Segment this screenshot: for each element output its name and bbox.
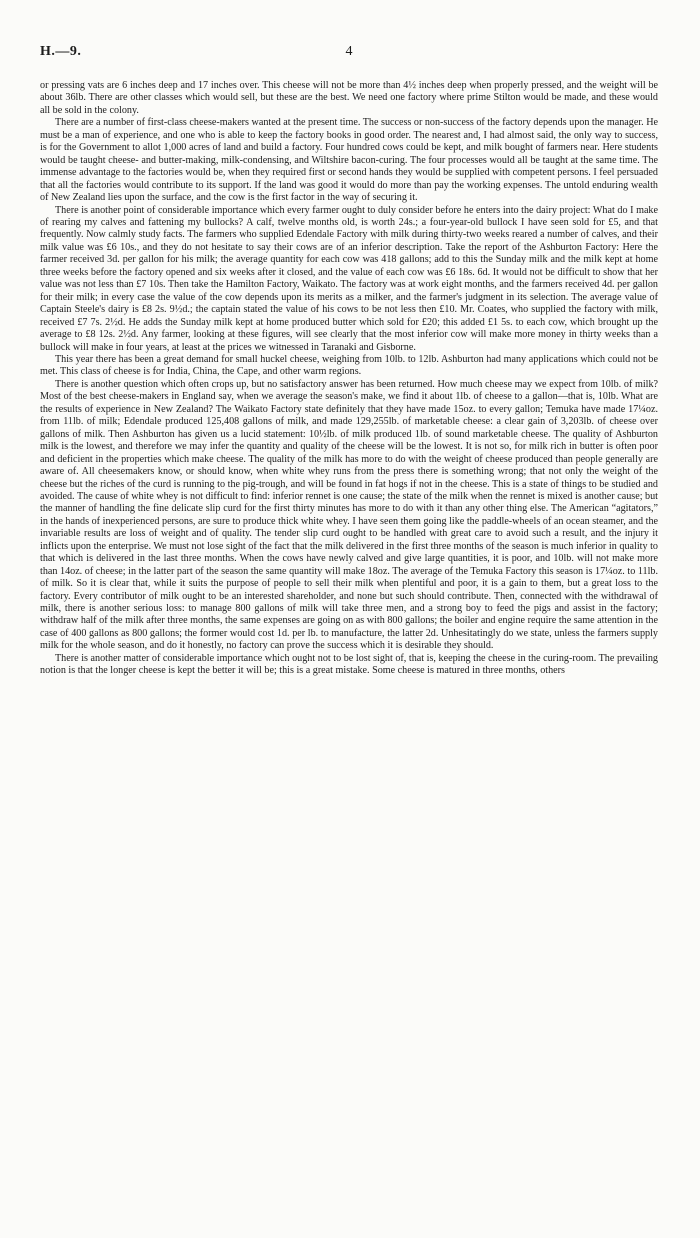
paragraph: There is another point of considerable importance which every farmer ought to duly consider before he enters into the dairy project: What do I make of rearing my calves and fattening my bullocks? A calf, twelve months old, is worth 24s.; a four-year-old bullock I have seen sold for £5, and that frequently. Now calmly study facts. The farmers who supplied Edendale Factory with milk during thirty-two weeks reared a number of calves, and their milk value was £6 10s., and they do not hesitate to say their cows are of an inferior description. Take the report of the Ashburton Factory: Here the farmer received 3d. per gallon for his milk; the average quantity for each cow was 418 gallons; add to this the Sunday milk and the milk kept at home three weeks before the factory opened and six weeks after it closed, and the value of each cow was £6 18s. 6d. It would not be difficult to show that her value was not less than £7 10s. Then take the Hamilton Factory, Waikato. The factory was at work eight months, and the farmers received 4d. per gallon for their milk; in every case the value of the cow depends upon its merits as a milker, and the farmer's judgment in its selection. The average value of Captain Steele's dairy is £8 2s. 9½d.; the captain stated the value of his cows to be not less then £10. Mr. Coates, who supplied the factory with milk, received £7 7s. 2½d. He adds the Sunday milk kept at home produced butter which sold for £20; this added £1 5s. to each cow, which brought up the average to £8 12s. 2½d. Any farmer, looking at these figures, will see clearly that the most inferior cow will make more money in thirty weeks than a bullock will make in four years, at least at the prices we witnessed in Taranaki and Gisborne. [40, 204, 658, 353]
paragraph: This year there has been a great demand for small huckel cheese, weighing from 10lb. to 12lb. Ashburton had many applications which could not be met. This class of cheese is for India, China, the Cape, and other warm regions. [40, 353, 658, 378]
paragraph: or pressing vats are 6 inches deep and 17 inches over. This cheese will not be more than 4½ inches deep when properly pressed, and the weight will be about 36lb. There are other classes which would sell, but these are the best. We need one factory where prime Stilton would be made, and these would all be sold in the colony. [40, 80, 658, 116]
page-body [40, 80, 658, 678]
page-number: 4 [345, 44, 353, 59]
paragraph: There is another matter of considerable importance which ought not to be lost sight of, that is, keeping the cheese in the curing-room. The prevailing notion is that the longer cheese is kept the better it will be; this is a great mistake. Some cheese is matured in three months, others [40, 652, 658, 677]
page-header [40, 44, 658, 64]
paragraph: There are a number of first-class cheese-makers wanted at the present time. The success or non-success of the factory depends upon the manager. He must be a man of experience, and one who is able to keep the factory books in good order. The nearest and, I had almost said, the only way to success, is for the Government to allot 1,000 acres of land and build a factory. Four hundred cows could be kept, and milk bought of farmers near. Here students would be taught cheese- and butter-making, milk-condensing, and Wiltshire bacon-curing. The four processes would all be taught at the same time. The immense advantage to the factories would be, when they required first or second hands they would be supplied with competent persons. I feel persuaded that all the factories would contribute to its support. If the land was good it would do more than pay the working expenses. The untold enduring wealth of New Zealand lies upon the surface, and the cow is the first factor in the way of securing it. [40, 117, 658, 204]
paragraph: There is another question which often crops up, but no satisfactory answer has been returned. How much cheese may we expect from 10lb. of milk? Most of the best cheese-makers in England say, when we average the season's make, we find it about 1lb. of cheese to a gallon—that is, 10lb. What are the results of experience in New Zealand? The Waikato Factory state definitely that they have made 15oz. to every gallon; Temuka have made 17¼oz. from 11lb. of milk; Edendale produced 125,408 gallons of milk, and made 129,255lb. of marketable cheese: a clear gain of 3,203lb. of cheese over gallons of milk. Then Ashburton has given us a lucid statement: 10½lb. of milk produced 1lb. of sound marketable cheese. The quality of Ashburton milk is the lowest, and therefore we may infer the quantity and quality of the cheese will be the lowest. It is not so, for milk rich in butter is often poor and deficient in the properties which make cheese. The quality of the milk has more to do with the weight of cheese produced than people generally are aware of. All cheesemakers know, or should know, when white whey runs from the press there is something wrong; that not only the weight of the cheese but the riches of the curd is running to the pig-trough, and will be found in fat hogs if not in the cheese. This is a state of things to be studied and avoided. The cause of white whey is not difficult to find: inferior rennet is one cause; the state of the milk when the rennet is mixed is another cause; but the manner of handling the fine delicate slip curd for the first thirty minutes has more to do with it than any other thing else. The American “agitators,” in the hands of inexperienced persons, are sure to produce thick white whey. I have seen them going like the paddle-wheels of an ocean steamer, and the invariable results are loss of weight and of quality. The tender slip curd ought to be handled with great care to avoid such a result, and the injury it inflicts upon the enterprise. We must not lose sight of the fact that the milk delivered in the first three months of the season is much inferior in quality to that which is delivered in the last three months. When the cows have newly calved and give large quantities, it is poor, and 10lb. will not make more than 14oz. of cheese; in the latter part of the season the same quantity will make 18oz. The average of the Temuka Factory this season is 17¼oz. to 11lb. of milk. So it is clear that, while it suits the purpose of people to sell their milk when plentiful and poor, it is a gain to them, but a great loss to the factory. Every contributor of milk ought to be an interested shareholder, and none but such should contribute. Then, connected with the withdrawal of milk, there is another serious loss: to manage 800 gallons of milk will take three men, and a strong boy to feed the pigs and assist in the factory; withdraw half of the milk after three months, the same expenses are going on as with 800 gallons; the boiler and engine require the same attention in the case of 400 gallons as 800 gallons; the former would cost 1d. per lb. to manufacture, the latter 2d. Unhesitatingly do we state, unless the farmers supply milk for the whole season, and do it honestly, no factory can prove the success which it is desirable they should. [40, 378, 658, 652]
document-reference: H.—9. [40, 44, 82, 59]
